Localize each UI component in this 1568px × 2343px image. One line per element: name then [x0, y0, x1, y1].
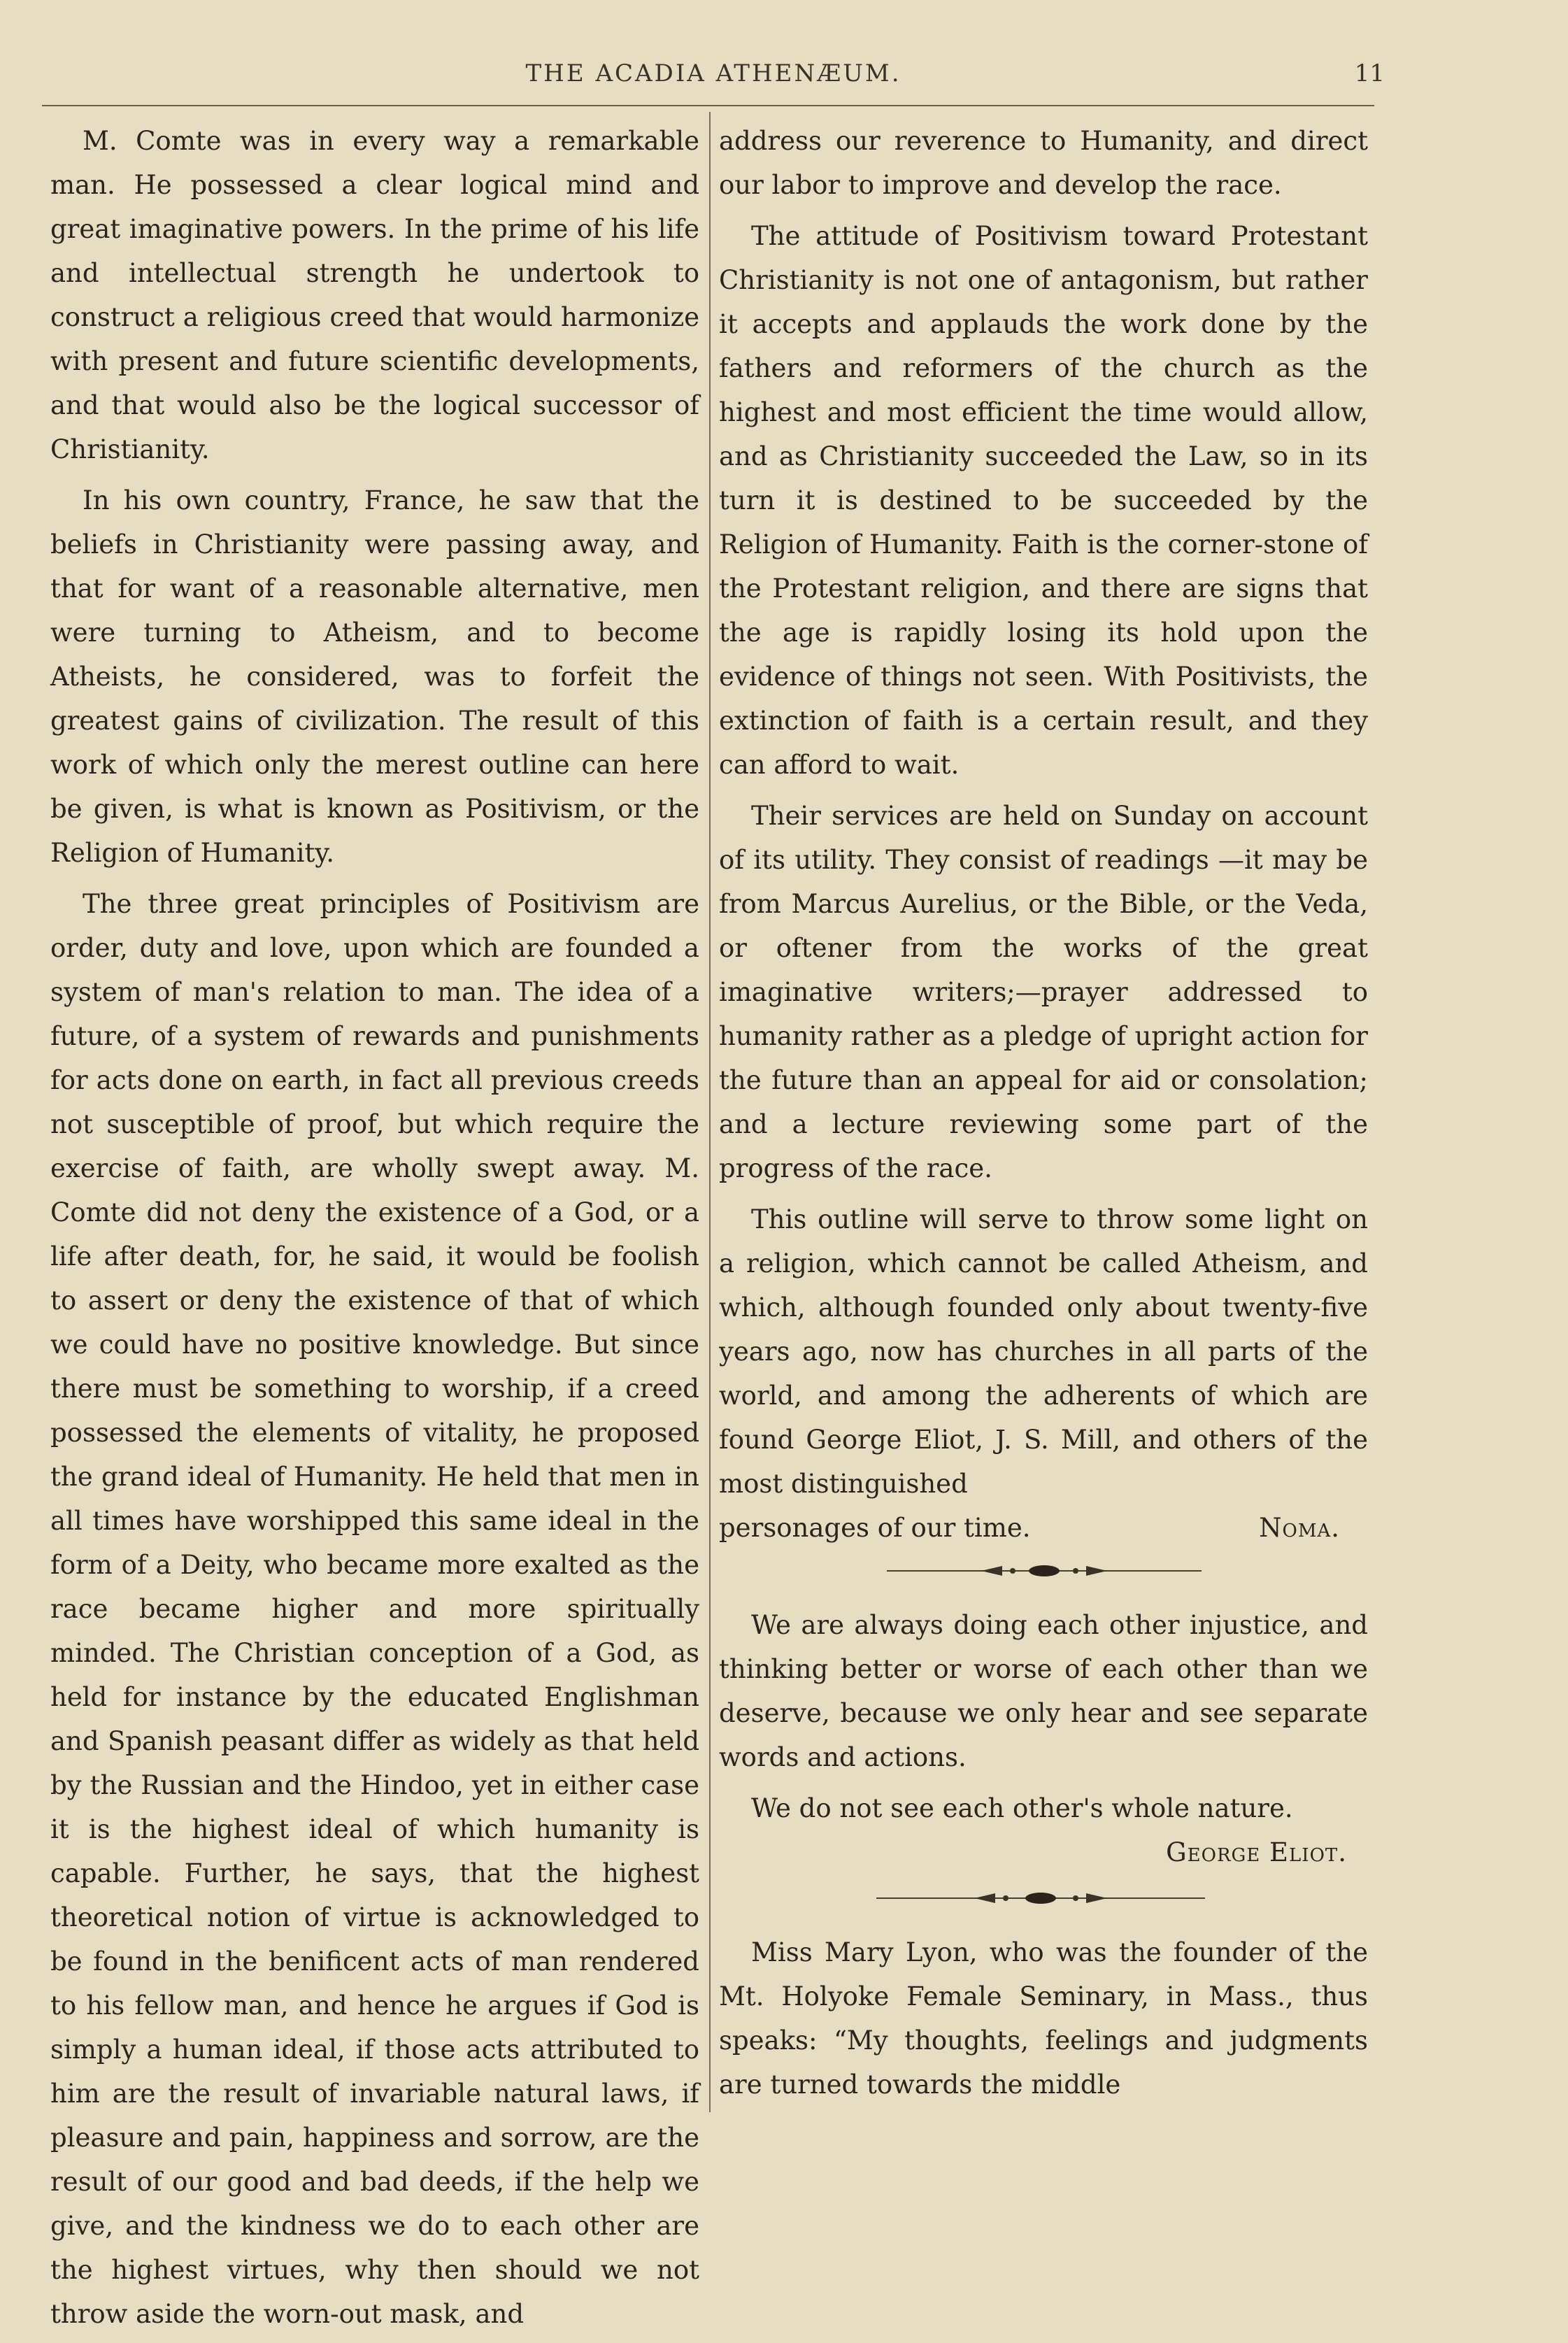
author-signature: Noma. [1259, 1513, 1340, 1543]
positivism-paragraph-2: In his own country, France, he saw that the beliefs in Christianity were passing away, and that for want of a reasonable alternative, men were turning to Atheism, and to become Atheists, he considered, was to forfeit the greatest gains of civilization. The result of this work of which only the merest outline can here be given, is what is known as Positivism, or the Religion of Humanity. [50, 485, 699, 868]
column-divider [709, 112, 711, 2112]
positivism-continuation: address our reverence to Humanity, and direct our labor to improve and develop the race. [719, 126, 1368, 200]
positivism-paragraph-4: The attitude of Positivism toward Protestant Christianity is not one of antagonism, but rather it accepts and applauds the work done by the fathers and reformers of the church as the highest and most efficient the time would allow, and as Christianity succeeded the Law, so in its turn it is destined to be succeeded by the Religion of Humanity. Faith is the corner-stone of the Protestant religion, and there are signs that the age is rapidly losing its hold upon the evidence of things not seen. With Positivists, the extinction of faith is a certain result, and they can afford to wait. [719, 221, 1368, 780]
eliot-attribution: George Eliot. [1166, 1837, 1347, 1867]
closing-line [719, 1506, 1368, 1550]
eliot-quote-2: We do not see each other's whole nature. [751, 1793, 1293, 1823]
running-title: THE ACADIA ATHENÆUM. [525, 59, 901, 87]
right-column [719, 119, 1368, 2114]
eliot-quote-1: We are always doing each other injustice, and thinking better or worse of each other than we deserve, because we only hear and see separate words and actions. [719, 1610, 1368, 1772]
positivism-paragraph-3: The three great principles of Positivism are order, duty and love, upon which are founded a system of man's relation to man. The idea of a future, of a system of rewards and punishments for acts done on earth, in fact all previous creeds not susceptible of proof, but which require the exercise of faith, are wholly swept away. M. Comte did not deny the existence of a God, or a life after death, for, he said, it would be foolish to assert or deny the existence of that of which we could have no positive knowledge. But since there must be something to worship, if a creed possessed the elements of vitality, he proposed the grand ideal of Humanity. He held that men in all times have worshipped this same ideal in the form of a Deity, who became more exalted as the race became higher and more spiritually minded. The Christian conception of a God, as held for instance by the educated Englishman and Spanish peasant differ as widely as that held by the Russian and the Hindoo, yet in either case it is the highest ideal of which humanity is capable. Further, he says, that the highest theoretical notion of virtue is acknowledged to be found in the benificent acts of man rendered to his fellow man, and hence he argues if God is simply a human ideal, if those acts attributed to him are the result of invariable natural laws, if pleasure and pain, happiness and sorrow, are the result of our good and bad deeds, if the help we give, and the kindness we do to each other are the highest virtues, why then should we not throw aside the worn-out mask, and [50, 889, 699, 2329]
page-header [42, 59, 1385, 94]
closing-text: personages of our time. [719, 1513, 1031, 1543]
lyon-paragraph: Miss Mary Lyon, who was the founder of the Mt. Holyoke Female Seminary, in Mass., thus speaks: “My thoughts, feelings and judgments are turned towards the middle [719, 1937, 1368, 2100]
ornamental-divider-2 [719, 1881, 1368, 1915]
positivism-paragraph-6: This outline will serve to throw some light on a religion, which cannot be called Atheism, and which, although founded only about twenty-five years ago, now has churches in all parts of the world, and among the adherents of which are found George Eliot, J. S. Mill, and others of the most distinguished [719, 1204, 1368, 1499]
positivism-paragraph-1: M. Comte was in every way a remarkable man. He possessed a clear logical mind and great imaginative powers. In the prime of his life and intellectual strength he undertook to construct a religious creed that would harmonize with present and future scientific developments, and that would also be the logical successor of Christianity. [50, 126, 699, 464]
positivism-paragraph-5: Their services are held on Sunday on account of its utility. They consist of readings —it may be from Marcus Aurelius, or the Bible, or the Veda, or oftener from the works of the great imaginative writers;—prayer addressed to humanity rather as a pledge of upright action for the future than an appeal for aid or consolation; and a lecture reviewing some part of the progress of the race. [719, 801, 1368, 1183]
ornamental-divider [719, 1554, 1368, 1588]
header-rule [42, 105, 1374, 106]
left-column [50, 119, 699, 2343]
page-number: 11 [1354, 59, 1385, 87]
